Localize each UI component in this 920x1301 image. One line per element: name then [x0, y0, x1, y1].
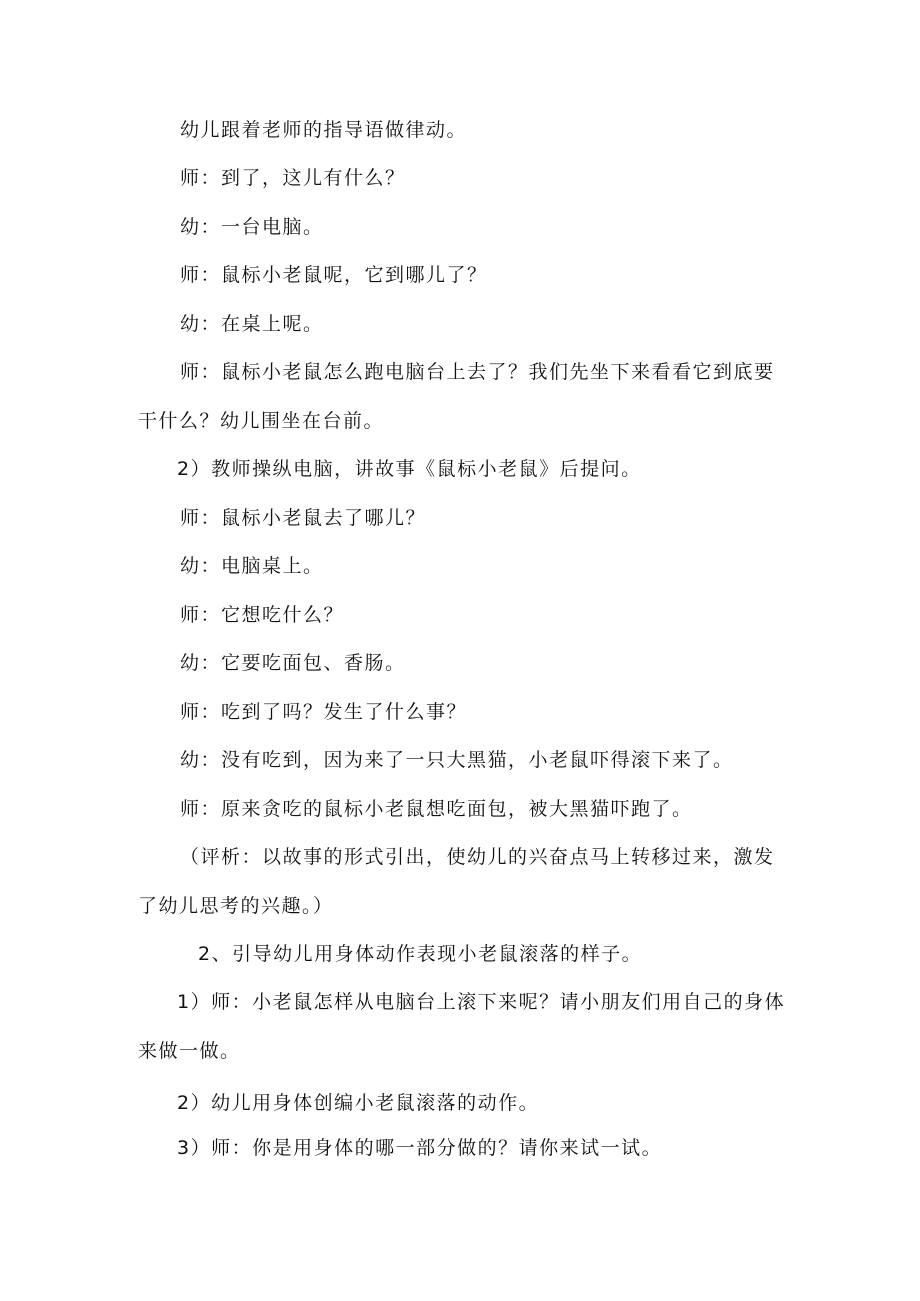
paragraph-line-16: （评析：以故事的形式引出，使幼儿的兴奋点马上转移过来，激发	[180, 846, 775, 868]
paragraph-line-8: 2）教师操纵电脑，讲故事《鼠标小老鼠》后提问。	[177, 458, 642, 480]
paragraph-line-6: 师：鼠标小老鼠怎么跑电脑台上去了？我们先坐下来看看它到底要	[180, 361, 775, 383]
paragraph-line-11: 师：它想吃什么？	[180, 604, 345, 626]
paragraph-line-9: 师：鼠标小老鼠去了哪儿？	[180, 507, 427, 529]
paragraph-line-14: 幼：没有吃到，因为来了一只大黑猫，小老鼠吓得滚下来了。	[180, 749, 734, 771]
paragraph-line-4: 师：鼠标小老鼠呢，它到哪儿了？	[180, 264, 488, 286]
paragraph-line-21: 2）幼儿用身体创编小老鼠滚落的动作。	[177, 1092, 540, 1114]
paragraph-line-10: 幼：电脑桌上。	[180, 555, 324, 577]
paragraph-line-20: 来做一做。	[138, 1040, 241, 1062]
paragraph-line-1: 幼儿跟着老师的指导语做律动。	[180, 119, 468, 141]
paragraph-line-3: 幼：一台电脑。	[180, 216, 324, 238]
paragraph-line-2: 师：到了，这儿有什么？	[180, 167, 406, 189]
paragraph-line-19: 1）师：小老鼠怎样从电脑台上滚下来呢？请小朋友们用自己的身体	[177, 991, 786, 1013]
paragraph-line-18: 2、引导幼儿用身体动作表现小老鼠滚落的样子。	[198, 943, 643, 965]
paragraph-line-12: 幼：它要吃面包、香肠。	[180, 652, 406, 674]
paragraph-line-15: 师：原来贪吃的鼠标小老鼠想吃面包，被大黑猫吓跑了。	[180, 798, 693, 820]
paragraph-line-17: 了幼儿思考的兴趣。）	[138, 895, 334, 917]
paragraph-line-7: 干什么？幼儿围坐在台前。	[138, 410, 385, 432]
paragraph-line-13: 师：吃到了吗？发生了什么事？	[180, 701, 468, 723]
paragraph-line-22: 3）师：你是用身体的哪一部分做的？请你来试一试。	[177, 1137, 663, 1159]
paragraph-line-5: 幼：在桌上呢。	[180, 313, 324, 335]
